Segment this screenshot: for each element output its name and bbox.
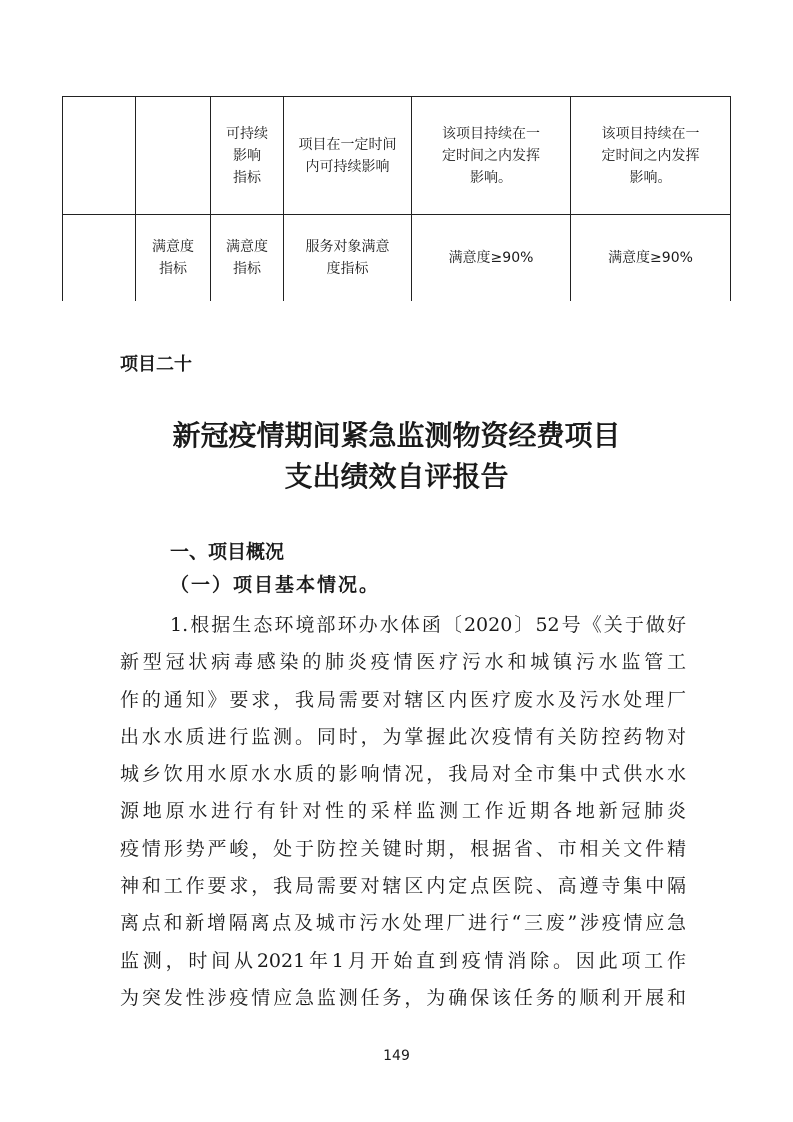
page-number: 149	[383, 1048, 410, 1064]
table-cell: 该项目持续在一 定时间之内发挥 影响。	[412, 97, 571, 215]
indicator-table	[62, 96, 731, 301]
paragraph-line: 作的通知》要求，我局需要对辖区内医疗废水及污水处理厂	[120, 688, 686, 711]
paragraph-line: 疫情形势严峻，处于防控关键时期，根据省、市相关文件精	[120, 837, 686, 860]
project-label: 项目二十	[120, 354, 192, 375]
table-cell: 满意度 指标	[136, 215, 211, 302]
table-cell: 满意度≥90%	[571, 215, 731, 302]
paragraph-line: 出水水质进行监测。同时，为掌握此次疫情有关防控药物对	[120, 725, 686, 748]
paragraph-line: 离点和新增隔离点及城市污水处理厂进行“三废”涉疫情应急	[120, 912, 686, 935]
table-cell	[63, 97, 136, 215]
table-cell	[136, 97, 211, 215]
paragraph-line: 源地原水进行有针对性的采样监测工作近期各地新冠肺炎	[120, 800, 686, 823]
indicator-table-fragment	[62, 96, 730, 302]
table-cell: 满意度≥90%	[412, 215, 571, 302]
table-cell: 满意度 指标	[211, 215, 284, 302]
paragraph-line: 神和工作要求，我局需要对辖区内定点医院、高遵寺集中隔	[120, 875, 686, 898]
table-cell: 该项目持续在一 定时间之内发挥 影响。	[571, 97, 731, 215]
subsection-heading: （一）项目基本情况。	[170, 574, 381, 596]
paragraph-line: 新型冠状病毒感染的肺炎疫情医疗污水和城镇污水监管工	[120, 651, 686, 674]
report-title-line-2: 支出绩效自评报告	[284, 460, 509, 493]
table-cell: 项目在一定时间 内可持续影响	[284, 97, 412, 215]
paragraph-line: 为突发性涉疫情应急监测任务，为确保该任务的顺利开展和	[120, 986, 686, 1009]
paragraph-line: 监测，时间从2021年1月开始直到疫情消除。因此项工作	[120, 949, 686, 972]
table-row	[63, 215, 731, 302]
table-cell: 服务对象满意 度指标	[284, 215, 412, 302]
body-paragraph	[120, 607, 686, 1017]
table-cell: 可持续 影响 指标	[211, 97, 284, 215]
paragraph-line: 城乡饮用水原水水质的影响情况，我局对全市集中式供水水	[120, 763, 686, 786]
table-cell	[63, 215, 136, 302]
table-row	[63, 97, 731, 215]
section-heading: 一、项目概况	[170, 541, 285, 563]
report-title-line-1: 新冠疫情期间紧急监测物资经费项目	[172, 419, 621, 452]
paragraph-line: 1.根据生态环境部环办水体函〔2020〕52号《关于做好	[170, 614, 686, 636]
